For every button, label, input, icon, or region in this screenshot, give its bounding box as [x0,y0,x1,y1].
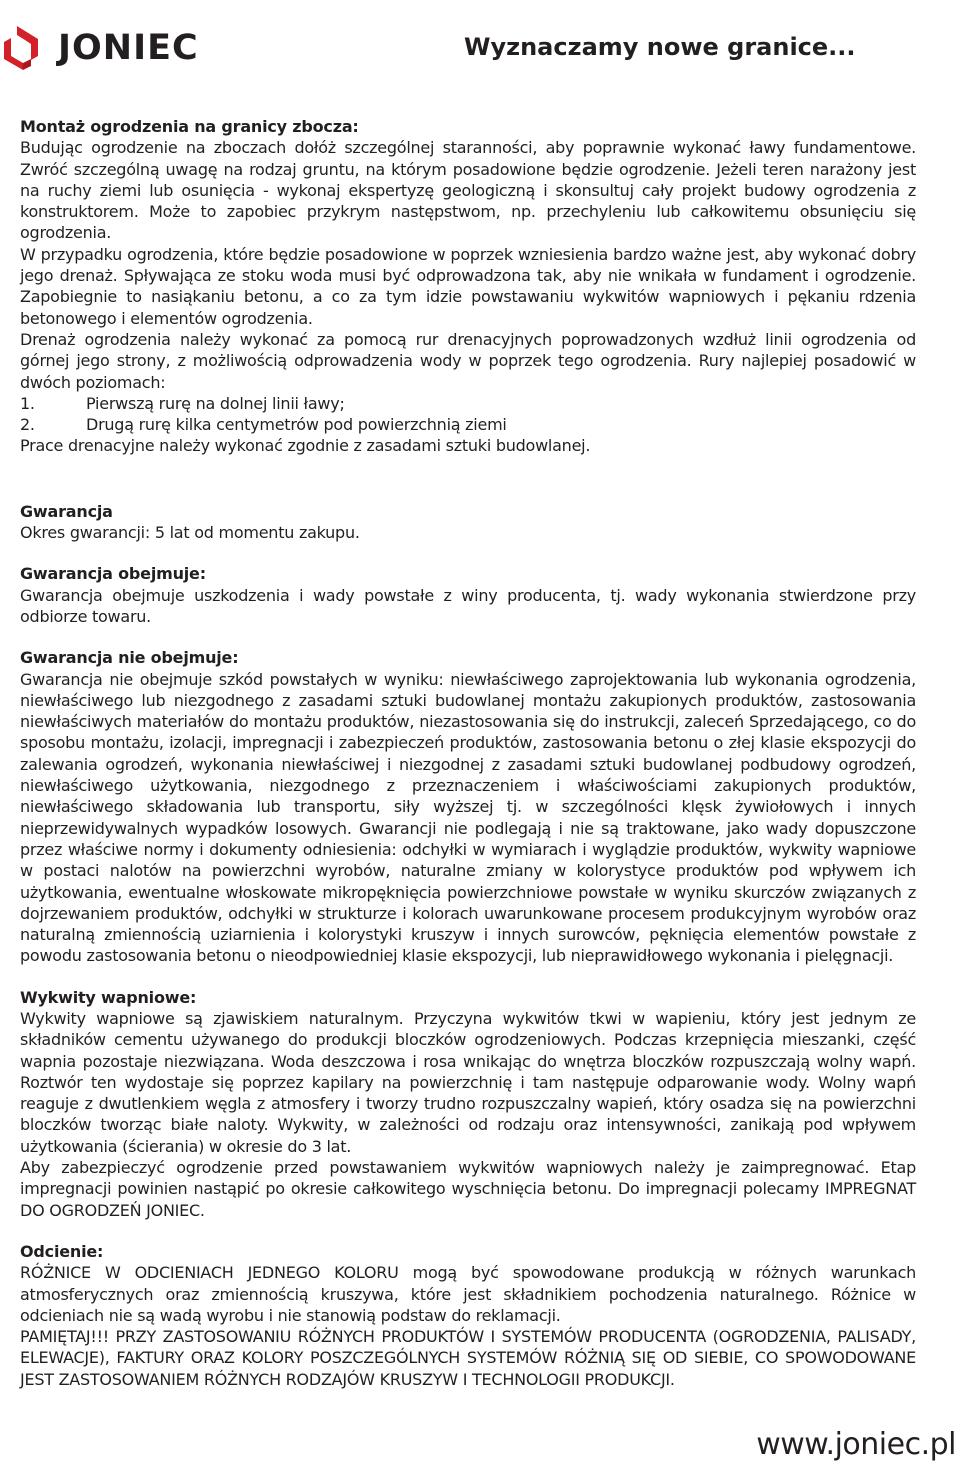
section-montaz [20,116,916,457]
section-gwarancja-obejmuje [20,563,916,627]
list-number: 1. [20,393,35,413]
section-heading: Gwarancja [20,501,113,521]
logo-wordmark: JONIEC [58,28,199,68]
paragraph: PAMIĘTAJ!!! PRZY ZASTOSOWANIU RÓŻNYCH PRODUKTÓW I SYSTEMÓW PRODUCENTA (OGRODZENIA, PALISADY, ELEWACJE), FAKTURY ORAZ KOLORY POSZCZEGÓLNYCH SYSTEMÓW RÓŻNIĄ SIĘ OD SIEBIE, CO SPOWODOWANE JEST ZASTOSOWANIEM RÓŻNYCH RODZAJÓW KRUSZYW I TECHNOLOGII PRODUKCJI. [20,1327,916,1389]
list-item [20,393,916,414]
page-header [0,0,960,100]
paragraph: Wykwity wapniowe są zjawiskiem naturalnym. Przyczyna wykwitów tkwi w wapieniu, który jest jednym ze składników cementu używanego do produkcji bloczków ogrodzeniowych. Podczas krzepnięcia mieszanki, część wapnia pozostaje niezwiązana. Woda deszczowa i rosa wnikając do wnętrza bloczków rozpuszczają wolny wapń. Roztwór ten wydostaje się poprzez kapilary na powierzchnię i tam następuje odparowanie wody. Wolny wapń reaguje z dwutlenkiem węgla z atmosfery i tworzy trudno rozpuszczalny wapień, który osadza się na powierzchni bloczków tworząc białe naloty. Wykwity, w zależności od rodzaju oraz intensywności, zanikają pod wpływem użytkowania (ścierania) w okresie do 3 lat. [20,1008,916,1156]
section-wykwity [20,987,916,1221]
brand-logo [4,26,199,70]
list-text: Drugą rurę kilka centymetrów pod powierzchnią ziemi [86,415,507,435]
paragraph: Gwarancja obejmuje uszkodzenia i wady powstałe z winy producenta, tj. wady wykonania stwierdzone przy odbiorze towaru. [20,585,916,626]
section-heading: Montaż ogrodzenia na granicy zbocza: [20,117,359,136]
paragraph: RÓŻNICE W ODCIENIACH JEDNEGO KOLORU mogą być spowodowane produkcją w różnych warunkach atmosferycznych oraz zmiennością kruszywa, które jest składnikiem pochodzenia naturalnego. Różnice w odcieniach nie są wadą wyrobu i nie stanowią podstaw do reklamacji. [20,1263,916,1325]
section-heading: Gwarancja obejmuje: [20,564,206,584]
section-gwarancja [20,501,916,544]
document-body [20,116,916,1410]
paragraph: Aby zabezpieczyć ogrodzenie przed powstawaniem wykwitów wapniowych należy je zaimpregnować. Etap impregnacji powinien nastąpić po okresie całkowitego wyschnięcia betonu. Do impregnacji polecamy IMPREGNAT DO OGRODZEŃ JONIEC. [20,1158,916,1220]
section-heading: Odcienie: [20,1241,104,1261]
paragraph: Okres gwarancji: 5 lat od momentu zakupu. [20,523,360,543]
section-heading: Wykwity wapniowe: [20,987,197,1007]
list-number: 2. [20,415,35,435]
tagline: Wyznaczamy nowe granice... [464,33,856,61]
section-odcienie [20,1241,916,1390]
paragraph: Prace drenacyjne należy wykonać zgodnie z zasadami sztuki budowlanej. [20,436,591,456]
list-item [20,414,916,435]
paragraph: Gwarancja nie obejmuje szkód powstałych w wyniku: niewłaściwego zaprojektowania lub wykonania ogrodzenia, niewłaściwego lub niezgodnego z zasadami sztuki budowlanej montażu zakupionych produktów, zastosowania niewłaściwych materiałów do montażu produktów, niezastosowania się do instrukcji, zaleceń Sprzedającego, co do sposobu montażu, izolacji, impregnacji i zabezpieczeń produktów, zastosowania betonu o złej klasie ekspozycji do zalewania ogrodzeń, wykonania niewłaściwej i niezgodnej z zasadami sztuki budowlanej podbudowy ogrodzeń, niewłaściwego użytkowania, niezgodnego z przeznaczeniem i właściwościami zakupionych produktów, niewłaściwego składowania lub transportu, siły wyższej tj. w szczególności klęsk żywiołowych i innych nieprzewidywalnych wypadków losowych. Gwarancji nie podlegają i nie są traktowane, jako wady dopuszczone przez właściwe normy i dokumenty odniesienia: odchyłki w wymiarach i wyglądzie produktów, wykwity wapniowe w postaci nalotów na powierzchni wyrobów, naturalne zmiany w kolorystyce produktów pod wpływem ich użytkowania, ewentualne włoskowate mikropęknięcia powierzchniowe powstałe w wyniku skurczów związanych z dojrzewaniem produktów, odchyłki w strukturze i kolorach uwarunkowane procesem produkcyjnym wyrobów oraz naturalną zmiennością uziarnienia i kolorystyki kruszyw i innych surowców, pęknięcia elementów powstałe z powodu zastosowania betonu o nieodpowiedniej klasie ekspozycji, lub nieprawidłowego wykonania i pielęgnacji. [20,669,916,966]
joniec-logo-icon [4,26,44,70]
paragraph: Budując ogrodzenie na zboczach dołóż szczególnej staranności, aby poprawnie wykonać ławy fundamentowe. Zwróć szczególną uwagę na rodzaj gruntu, na którym posadowione będzie ogrodzenie. Jeżeli teren narażony jest na ruchy ziemi lub osunięcia - wykonaj ekspertyzę geologiczną i skonsultuj cały projekt budowy ogrodzenia z konstruktorem. Może to zapobiec przykrym następstwom, np. przechyleniu lub całkowitemu obsunięciu się ogrodzenia. [20,138,916,243]
paragraph: Drenaż ogrodzenia należy wykonać za pomocą rur drenacyjnych poprowadzonych wzdłuż linii ogrodzenia od górnej jego strony, z możliwością odprowadzenia wody w poprzek tego ogrodzenia. Rury najlepiej posadowić w dwóch poziomach: [20,329,916,392]
website-url: www.joniec.pl [756,1427,956,1462]
section-heading: Gwarancja nie obejmuje: [20,648,239,668]
list-text: Pierwszą rurę na dolnej linii ławy; [86,393,345,413]
drainage-list [20,393,916,436]
paragraph: W przypadku ogrodzenia, które będzie posadowione w poprzek wzniesienia bardzo ważne jest, aby wykonać dobry jego drenaż. Spływająca ze stoku woda musi być odprowadzona tak, aby nie wnikała w fundament i ogrodzenie. Zapobiegnie to nasiąkaniu betonu, a co za tym idzie powstawaniu wykwitów wapniowych i pękaniu rdzenia betonowego i elementów ogrodzenia. [20,244,916,328]
section-gwarancja-nie-obejmuje [20,647,916,966]
